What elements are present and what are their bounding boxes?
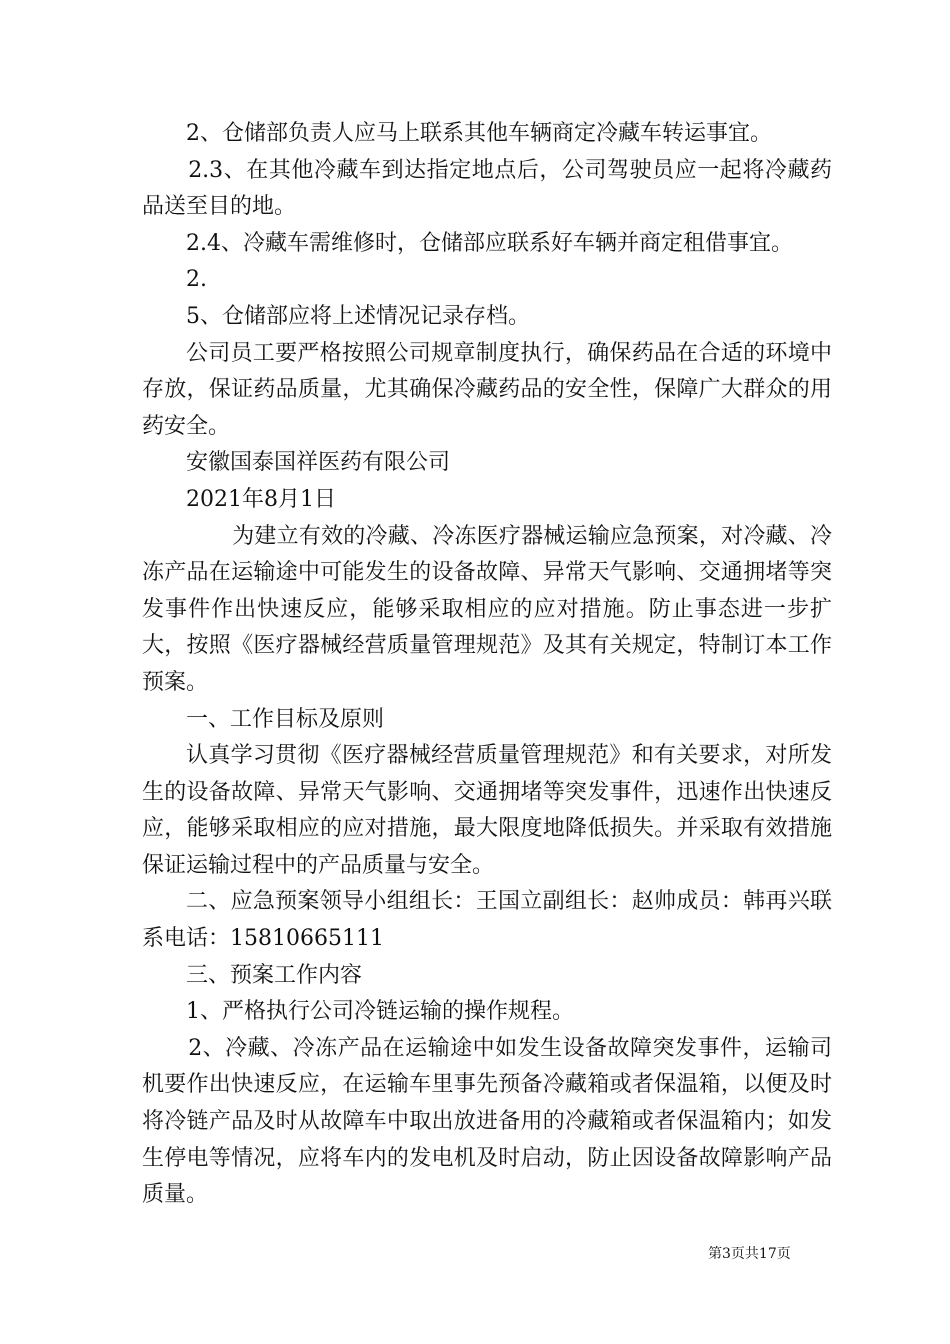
section-heading-3: 三、预案工作内容: [186, 962, 363, 988]
document-date: 2021年8月1日: [186, 486, 336, 512]
paragraph-5: 5、仓储部应将上述情况记录存档。: [186, 303, 530, 329]
document-body: [142, 116, 832, 1214]
paragraph-item-2: 2、冷藏、冷冻产品在运输途中如发生设备故障突发事件，运输司机要作出快速反应，在运输车里事先预备冷藏箱或者保温箱，以便及时将冷链产品及时从故障车中取出放进备用的冷藏箱或者保温箱内；如发生停电等情况，应将车内的发电机及时启动，防止因设备故障影响产品质量。: [142, 1035, 832, 1208]
section-heading-2: 二、应急预案领导小组组长：王国立副组长：赵帅成员：韩再兴联系电话：15810665111: [142, 889, 832, 952]
paragraph-intro: 为建立有效的冷藏、冷冻医疗器械运输应急预案，对冷藏、冷冻产品在运输途中可能发生的设备故障、异常天气影响、交通拥堵等突发事件作出快速反应，能够采取相应的应对措施。防止事态进一步扩大，按照《医疗器械经营质量管理规范》及其有关规定，特制订本工作预案。: [142, 523, 832, 695]
paragraph-3: 2.4、冷藏车需维修时，仓储部应联系好车辆并商定租借事宜。: [186, 230, 793, 256]
paragraph-section-1: 认真学习贯彻《医疗器械经营质量管理规范》和有关要求，对所发生的设备故障、异常天气影响、交通拥堵等突发事件，迅速作出快速反应，能够采取相应的应对措施，最大限度地降低损失。并采取有效措施保证运输过程中的产品质量与安全。: [142, 743, 832, 878]
page-number: 第3页共17页: [708, 1246, 791, 1262]
paragraph-2: 2.3、在其他冷藏车到达指定地点后，公司驾驶员应一起将冷藏药品送至目的地。: [142, 157, 832, 220]
paragraph-item-1: 1、严格执行公司冷链运输的操作规程。: [186, 999, 574, 1025]
section-heading-1: 一、工作目标及原则: [186, 706, 385, 732]
paragraph-4: 2.: [186, 267, 207, 293]
paragraph-1: 2、仓储部负责人应马上联系其他车辆商定冷藏车转运事宜。: [186, 121, 772, 146]
paragraph-6: 公司员工要严格按照公司规章制度执行，确保药品在合适的环境中存放，保证药品质量，尤其确保冷藏药品的安全性，保障广大群众的用药安全。: [142, 340, 832, 439]
company-name: 安徽国泰国祥医药有限公司: [186, 450, 451, 476]
